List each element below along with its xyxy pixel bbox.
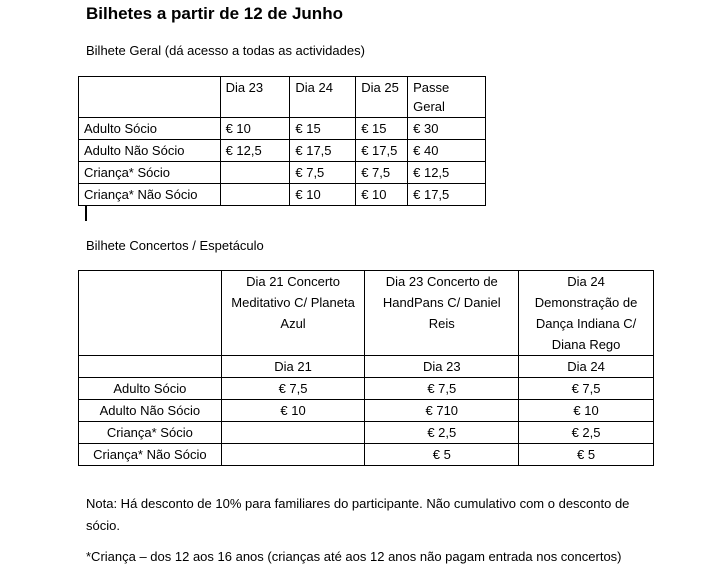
table-cell: € 7,5 (290, 162, 356, 184)
table-cell (220, 162, 290, 184)
table-cell: € 10 (356, 184, 408, 206)
document-title: Bilhetes a partir de 12 de Junho (86, 4, 343, 23)
table1-caption: Bilhete Geral (dá acesso a todas as actividades) (86, 43, 365, 58)
header-cell (79, 77, 221, 118)
table-cell: € 12,5 (408, 162, 486, 184)
table-cell: € 15 (356, 118, 408, 140)
table-cell: € 2,5 (519, 422, 654, 444)
table2-caption: Bilhete Concertos / Espetáculo (86, 238, 264, 253)
table-row (79, 422, 654, 444)
table-cell (221, 444, 365, 466)
row-label: Adulto Não Sócio (79, 400, 222, 422)
table-cell: € 40 (408, 140, 486, 162)
table-cell: € 30 (408, 118, 486, 140)
row-label: Criança* Não Sócio (79, 444, 222, 466)
table-cell: € 7,5 (365, 378, 519, 400)
table-cell: € 17,5 (408, 184, 486, 206)
header-cell: Dia 25 (356, 77, 408, 118)
table-header-row (79, 77, 486, 118)
child-age-note: *Criança – dos 12 aos 16 anos (crianças até aos 12 anos não pagam entrada nos concertos) (86, 549, 622, 564)
table-cell (221, 422, 365, 444)
table-cell: € 7,5 (519, 378, 654, 400)
table-row (79, 184, 486, 206)
header-cell (79, 271, 222, 356)
table-cell: € 7,5 (356, 162, 408, 184)
table-row (79, 140, 486, 162)
table-row (79, 444, 654, 466)
subheader-cell (79, 356, 222, 378)
table-cell: € 10 (290, 184, 356, 206)
table-cell: € 17,5 (356, 140, 408, 162)
table-cell: € 10 (519, 400, 654, 422)
table-header-row (79, 271, 654, 356)
subheader-cell: Dia 23 (365, 356, 519, 378)
subheader-cell: Dia 24 (519, 356, 654, 378)
table-row (79, 118, 486, 140)
header-cell: Dia 24 Demonstração de Dança Indiana C/ Diana Rego (519, 271, 654, 356)
concerts-ticket-table (78, 270, 654, 466)
table-cell (220, 184, 290, 206)
header-cell: Passe Geral (408, 77, 486, 118)
subheader-cell: Dia 21 (221, 356, 365, 378)
table-cell: € 15 (290, 118, 356, 140)
row-label: Adulto Não Sócio (79, 140, 221, 162)
table-cell: € 5 (519, 444, 654, 466)
table-cell: € 710 (365, 400, 519, 422)
table-cell: € 2,5 (365, 422, 519, 444)
table-subheader-row (79, 356, 654, 378)
table-cell: € 10 (220, 118, 290, 140)
text-cursor (85, 206, 87, 221)
row-label: Adulto Sócio (79, 118, 221, 140)
table-cell: € 5 (365, 444, 519, 466)
table-cell: € 7,5 (221, 378, 365, 400)
general-ticket-table (78, 76, 486, 206)
table-cell: € 10 (221, 400, 365, 422)
table-row (79, 400, 654, 422)
header-cell: Dia 21 Concerto Meditativo C/ Planeta Azul (221, 271, 365, 356)
header-cell: Dia 23 (220, 77, 290, 118)
discount-note: Nota: Há desconto de 10% para familiares do participante. Não cumulativo com o desconto de sócio. (86, 496, 630, 533)
table-cell: € 12,5 (220, 140, 290, 162)
row-label: Criança* Sócio (79, 422, 222, 444)
row-label: Criança* Não Sócio (79, 184, 221, 206)
table-row (79, 162, 486, 184)
row-label: Adulto Sócio (79, 378, 222, 400)
header-cell: Dia 23 Concerto de HandPans C/ Daniel Reis (365, 271, 519, 356)
header-cell: Dia 24 (290, 77, 356, 118)
table-cell: € 17,5 (290, 140, 356, 162)
table-row (79, 378, 654, 400)
row-label: Criança* Sócio (79, 162, 221, 184)
